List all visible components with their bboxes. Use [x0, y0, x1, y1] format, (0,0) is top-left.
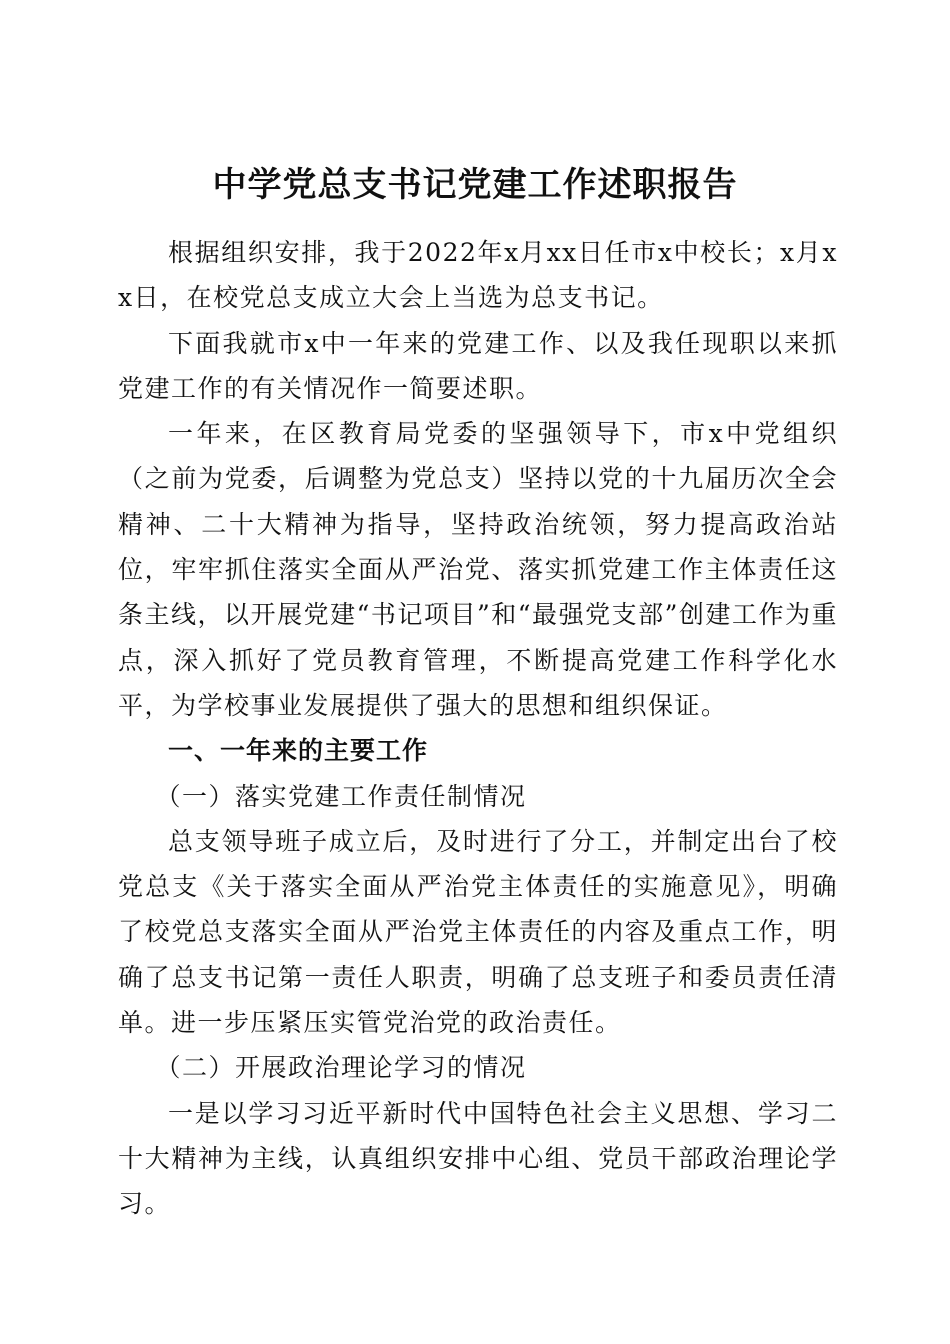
paragraph-theory-study: 一是以学习习近平新时代中国特色社会主义思想、学习二十大精神为主线，认真组织安排中心组、党员干部政治理论学习。 [118, 1098, 838, 1219]
paragraph-intro: 下面我就市x中一年来的党建工作、以及我任现职以来抓党建工作的有关情况作一简要述职。 [118, 328, 838, 403]
paragraph-appointment: 根据组织安排，我于2022年x月xx日任市x中校长；x月xx日，在校党总支成立大会上当选为总支书记。 [118, 238, 838, 313]
subsection-heading-theory-study: （二）开展政治理论学习的情况 [155, 1053, 527, 1083]
document-body [118, 230, 838, 1227]
section-heading-main-work: 一、一年来的主要工作 [168, 736, 429, 766]
paragraph-overview: 一年来，在区教育局党委的坚强领导下，市x中党组织（之前为党委，后调整为党总支）坚持以党的十九届历次全会精神、二十大精神为指导，坚持政治统领，努力提高政治站位，牢牢抓住落实全面从严治党、落实抓党建工作主体责任这条主线，以开展党建“书记项目”和“最强党支部”创建工作为重点，深入抓好了党员教育管理，不断提高党建工作科学化水平，为学校事业发展提供了强大的思想和组织保证。 [118, 419, 838, 720]
subsection-heading-responsibility: （一）落实党建工作责任制情况 [155, 781, 527, 811]
paragraph-responsibility: 总支领导班子成立后，及时进行了分工，并制定出台了校党总支《关于落实全面从严治党主体责任的实施意见》，明确了校党总支落实全面从严治党主体责任的内容及重点工作，明确了总支书记第一责任人职责，明确了总支班子和委员责任清单。进一步压紧压实管党治党的政治责任。 [118, 826, 838, 1038]
document-title: 中学党总支书记党建工作述职报告 [212, 164, 738, 205]
